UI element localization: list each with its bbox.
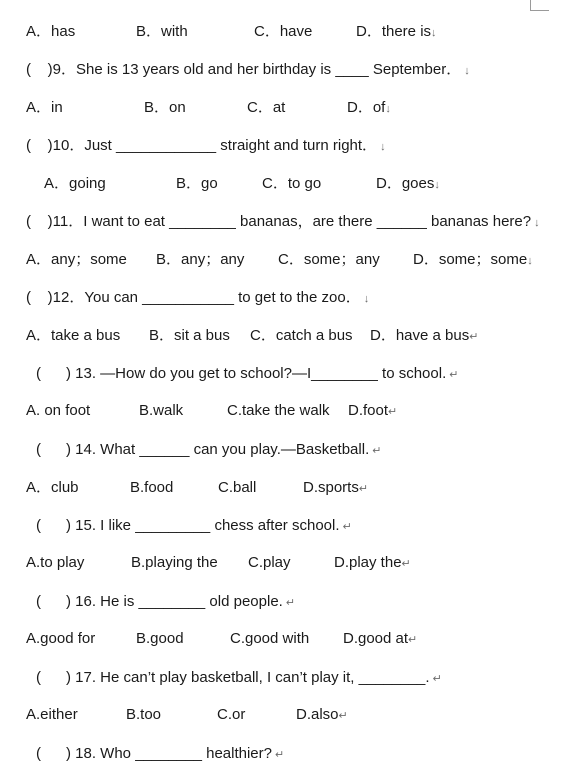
paragraph-mark-icon: ↓: [385, 103, 391, 115]
page-corner-mark: [530, 0, 549, 11]
option-c: C.take the walk: [227, 402, 330, 419]
question-text: ( )9．She is 13 years old and her birthday is ____ September．: [26, 61, 462, 78]
paragraph-mark-icon: ↓: [527, 255, 533, 267]
option-c: C．have: [254, 23, 313, 40]
paragraph-mark-icon: ↓: [377, 141, 386, 153]
question-line: [36, 744, 284, 764]
option-a: A．in: [26, 99, 63, 116]
options-row: [0, 250, 577, 270]
question-text: ( )10．Just ____________ straight and turn right．: [26, 137, 378, 154]
option-d: D．goes↓: [376, 175, 440, 192]
option-c: C．some；any: [278, 251, 380, 268]
options-row: [0, 98, 577, 118]
options-row: [0, 478, 577, 498]
question-text: ( ) 13. —How do you get to school?—I________ to school.: [36, 365, 447, 382]
question-line: [36, 668, 442, 688]
option-a: A．has: [26, 23, 76, 40]
paragraph-mark-icon: ↓: [531, 217, 540, 229]
option-a: A. on foot: [26, 402, 91, 419]
question-text: ( ) 14. What ______ can you play.—Basketball.: [36, 441, 370, 458]
question-line: [36, 516, 352, 536]
paragraph-mark-icon: ↓: [360, 293, 370, 305]
option-a: A.good for: [26, 630, 96, 647]
paragraph-mark-icon: ↵: [388, 406, 398, 418]
option-a: A.either: [26, 706, 78, 723]
option-d: D．there is↓: [356, 23, 437, 40]
option-c: C.good with: [230, 630, 310, 647]
option-a: A．going: [44, 175, 106, 192]
option-c: C．at: [247, 99, 286, 116]
option-b: B.good: [136, 630, 184, 647]
paragraph-mark-icon: ↵: [271, 749, 285, 761]
question-text: ( )12．You can ___________ to get to the zoo．: [26, 289, 361, 306]
options-row: [0, 401, 577, 421]
option-d: D．of↓: [347, 99, 391, 116]
paragraph-mark-icon: ↵: [408, 634, 418, 646]
option-b: B．sit a bus: [149, 327, 230, 344]
paragraph-mark-icon: ↵: [446, 369, 459, 381]
option-d: D.sports↵: [303, 479, 369, 496]
option-a: A．club: [26, 479, 79, 496]
paragraph-mark-icon: ↵: [401, 558, 411, 570]
question-line: [36, 592, 295, 612]
options-row: [0, 705, 577, 725]
question-text: ( ) 17. He can’t play basketball, I can’t play it, ________.: [36, 669, 430, 686]
option-b: B.playing the: [131, 554, 218, 571]
paragraph-mark-icon: ↵: [338, 710, 348, 722]
option-d: D.foot↵: [348, 402, 398, 419]
paragraph-mark-icon: ↓: [461, 65, 470, 77]
question-line: [26, 288, 369, 308]
question-line: [26, 60, 470, 80]
option-b: B.too: [126, 706, 162, 723]
paragraph-mark-icon: ↓: [431, 27, 437, 39]
paragraph-mark-icon: ↵: [282, 597, 296, 609]
options-row: [0, 629, 577, 649]
option-b: B．on: [144, 99, 186, 116]
question-line: [26, 136, 386, 156]
paragraph-mark-icon: ↵: [358, 483, 369, 495]
option-b: B.walk: [139, 402, 184, 419]
question-text: ( ) 15. I like _________ chess after school.: [36, 517, 340, 534]
question-line: [26, 212, 540, 232]
option-b: B．go: [176, 175, 218, 192]
options-row: [0, 326, 577, 346]
paragraph-mark-icon: ↵: [469, 331, 479, 343]
option-d: D.also↵: [296, 706, 348, 723]
option-a: A．take a bus: [26, 327, 121, 344]
option-b: B．with: [136, 23, 188, 40]
option-c: C.ball: [218, 479, 257, 496]
option-b: B.food: [130, 479, 174, 496]
option-b: B．any；any: [156, 251, 245, 268]
question-line: [36, 440, 382, 460]
paragraph-mark-icon: ↵: [369, 445, 382, 457]
question-text: ( )11．I want to eat ________ bananas，are there ______ bananas here?: [26, 213, 532, 230]
question-text: ( ) 18. Who ________ healthier?: [36, 745, 272, 762]
option-c: C.or: [217, 706, 246, 723]
question-text: ( ) 16. He is ________ old people.: [36, 593, 283, 610]
question-line: [36, 364, 459, 384]
paragraph-mark-icon: ↓: [434, 179, 440, 191]
option-c: C.play: [248, 554, 291, 571]
options-row: [0, 22, 577, 42]
option-d: D．have a bus↵: [370, 327, 479, 344]
option-a: A.to play: [26, 554, 85, 571]
paragraph-mark-icon: ↵: [429, 673, 442, 685]
option-c: C．catch a bus: [250, 327, 353, 344]
options-row: [0, 174, 577, 194]
option-d: D.play the↵: [334, 554, 411, 571]
option-a: A．any；some: [26, 251, 127, 268]
options-row: [0, 553, 577, 573]
option-d: D.good at↵: [343, 630, 418, 647]
option-c: C．to go: [262, 175, 322, 192]
paragraph-mark-icon: ↵: [339, 521, 352, 533]
option-d: D．some；some↓: [413, 251, 533, 268]
